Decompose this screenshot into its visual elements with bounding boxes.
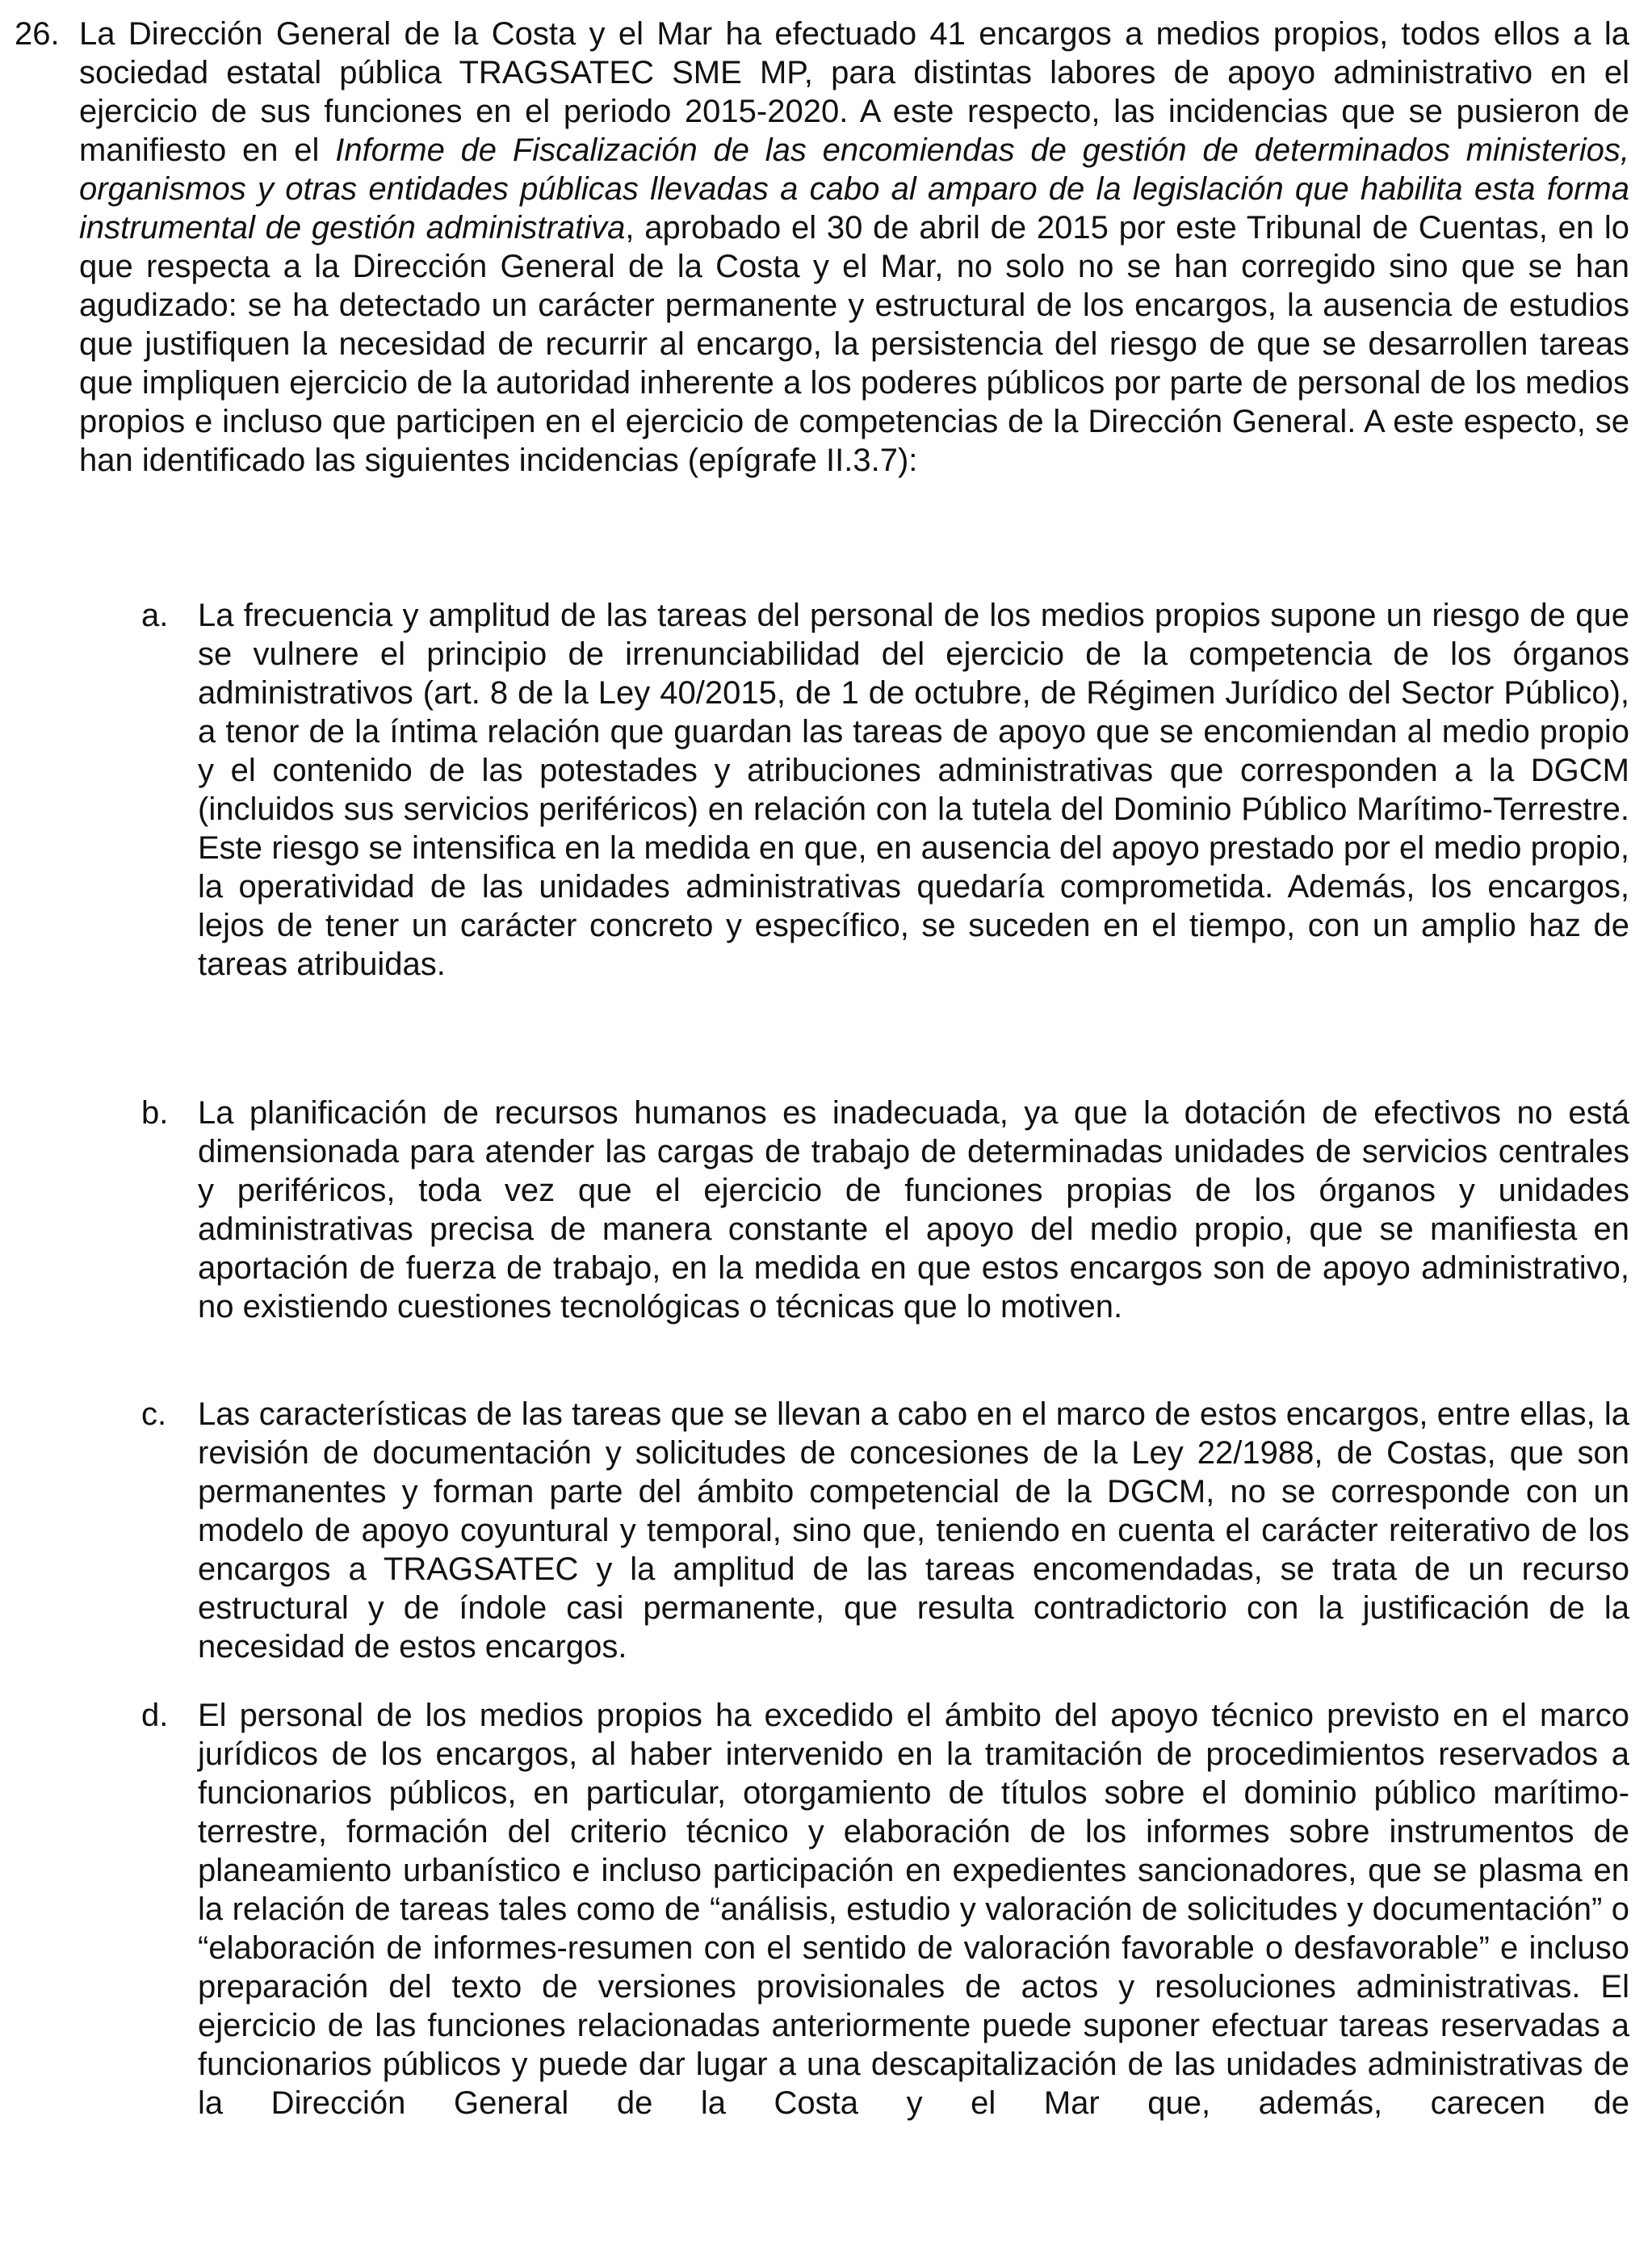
list-item-text: El personal de los medios propios ha excedido el ámbito del apoyo técnico previsto en el marco jurídicos de los encargos, al haber intervenido en la tramitación de procedimientos reservados a funcionarios públicos, en particular, otorgamiento de títulos sobre el dominio público marítimo-terrestre, formación del criterio técnico y elaboración de los informes sobre instrumentos de planeamiento urbanístico e incluso participación en expedientes sancionadores, que se plasma en la relación de tareas tales como de “análisis, estudio y valoración de solicitudes y documentación” o “elaboración de informes-resumen con el sentido de valoración favorable o desfavorable” e incluso preparación del texto de versiones provisionales de actos y resoluciones administrativas. El ejercicio de las funciones relacionadas anteriormente puede suponer efectuar tareas reservadas a funcionarios públicos y puede dar lugar a una descapitalización de las unidades administrativas de la Dirección General de la Costa y el Mar que, además, carecen de: [198, 1698, 1629, 2121]
list-item-a: [141, 596, 1629, 984]
paragraph-26: [15, 15, 1630, 480]
paragraph-number: 26.: [15, 16, 60, 52]
list-item-b: [141, 1094, 1629, 1326]
list-item-text: La frecuencia y amplitud de las tareas del personal de los medios propios supone un riesgo de que se vulnere el principio de irrenunciabilidad del ejercicio de la competencia de los órganos administrativos (art. 8 de la Ley 40/2015, de 1 de octubre, de Régimen Jurídico del Sector Público), a tenor de la íntima relación que guardan las tareas de apoyo que se encomiendan al medio propio y el contenido de las potestades y atribuciones administrativas que corresponden a la DGCM (incluidos sus servicios periféricos) en relación con la tutela del Dominio Público Marítimo-Terrestre. Este riesgo se intensifica en la medida en que, en ausencia del apoyo prestado por el medio propio, la operatividad de las unidades administrativas quedaría comprometida. Además, los encargos, lejos de tener un carácter concreto y específico, se suceden en el tiempo, con un amplio haz de tareas atribuidas.: [198, 598, 1629, 982]
list-item-c: [141, 1395, 1629, 1666]
list-item-d: [141, 1696, 1629, 2122]
list-item-letter: a.: [141, 598, 169, 633]
list-item-letter: b.: [141, 1095, 169, 1131]
list-item-text: La planificación de recursos humanos es inadecuada, ya que la dotación de efectivos no está dimensionada para atender las cargas de trabajo de determinadas unidades de servicios centrales y periféricos, toda vez que el ejercicio de funciones propias de los órganos y unidades administrativas precisa de manera constante el apoyo del medio propio, que se manifiesta en aportación de fuerza de trabajo, en la medida en que estos encargos son de apoyo administrativo, no existiendo cuestiones tecnológicas o técnicas que lo motiven.: [198, 1095, 1629, 1325]
list-item-letter: d.: [141, 1698, 169, 1733]
paragraph-text-after-title: , aprobado el 30 de abril de 2015 por este Tribunal de Cuentas, en lo que respecta a la Dirección General de la Costa y el Mar, no solo no se han corregido sino que se han agudizado: se ha detectado un carácter permanente y estructural de los encargos, la ausencia de estudios que justifiquen la necesidad de recurrir al encargo, la persistencia del riesgo de que se desarrollen tareas que impliquen ejercicio de la autoridad inherente a los poderes públicos por parte de personal de los medios propios e incluso que participen en el ejercicio de competencias de la Dirección General. A este especto, se han identificado las siguientes incidencias (epígrafe II.3.7):: [79, 210, 1630, 478]
list-item-letter: c.: [141, 1396, 167, 1432]
report-title: Informe de Fiscalización de las encomiendas de gestión de determinados ministerios, organismos y otras entidades públicas llevadas a cabo al amparo de la legislación que habilita esta forma instrumental de gestión administrativa: [79, 132, 1629, 246]
paragraph-text-before-title: La Dirección General de la Costa y el Mar ha efectuado 41 encargos a medios propios, todos ellos a la sociedad estatal pública TRAGSATEC SME MP, para distintas labores de apoyo administrativo en el ejercicio de sus funciones en el periodo 2015-2020. A este respecto, las incidencias que se pusieron de manifiesto en el: [79, 16, 1629, 168]
list-item-text: Las características de las tareas que se llevan a cabo en el marco de estos encargos, entre ellas, la revisión de documentación y solicitudes de concesiones de la Ley 22/1988, de Costas, que son permanentes y forman parte del ámbito competencial de la DGCM, no se corresponde con un modelo de apoyo coyuntural y temporal, sino que, teniendo en cuenta el carácter reiterativo de los encargos a TRAGSATEC y la amplitud de las tareas encomendadas, se trata de un recurso estructural y de índole casi permanente, que resulta contradictorio con la justificación de la necesidad de estos encargos.: [198, 1396, 1629, 1665]
